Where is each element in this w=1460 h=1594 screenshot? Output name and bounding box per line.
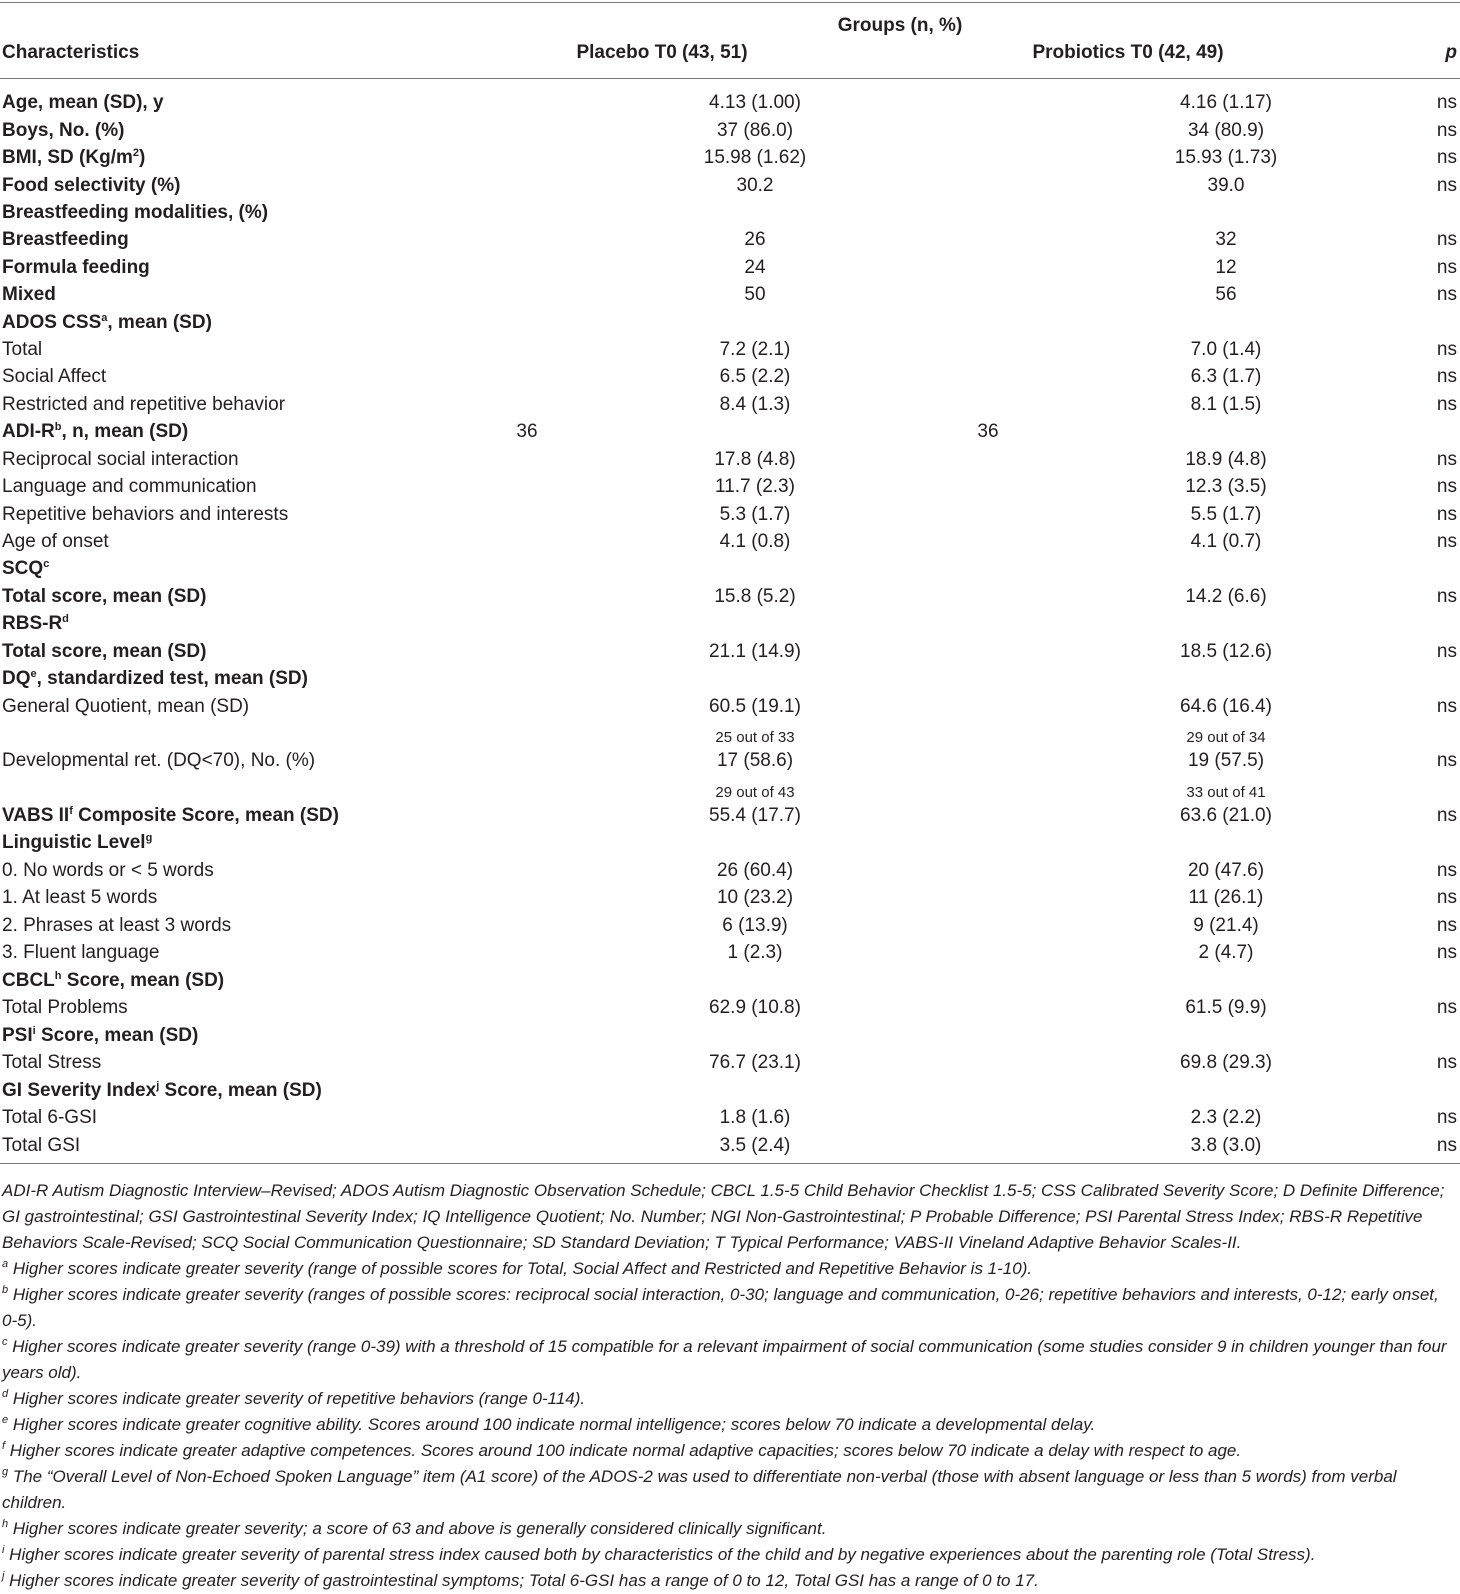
p-value: ns — [1436, 504, 1457, 525]
placebo-value: 17 (58.6) — [716, 750, 794, 771]
row-label: Food selectivity (%) — [2, 175, 181, 196]
footnote-d: $^d$ Higher scores indicate greater severity of repetitive behaviors (range 0-114). — [2, 1388, 586, 1408]
table-bottom-rule — [0, 1163, 1460, 1164]
p-value: ns — [1436, 887, 1457, 908]
row-label: SCQ$^c$ — [2, 558, 50, 579]
placebo-value: 26 — [744, 229, 766, 250]
p-value: ns — [1436, 175, 1457, 196]
probiotics-value: 61.5 (9.9) — [1185, 997, 1267, 1018]
row-label: Total GSI — [2, 1135, 81, 1156]
footnote-marker: e — [30, 668, 37, 680]
row-label: Total — [2, 339, 43, 360]
row-label: Total score, mean (SD) — [2, 586, 207, 607]
placebo-value: 50 — [744, 284, 766, 305]
probiotics-value: 64.6 (16.4) — [1180, 696, 1272, 717]
footnote-marker: d — [2, 1388, 9, 1400]
p-value: ns — [1436, 750, 1457, 771]
footnote-marker: g — [145, 832, 153, 844]
footnote-j: $^j$ Higher scores indicate greater severity of gastrointestinal symptoms; Total 6-GSI has a range of 0 to 12, Total GSI has a range of 0 to 17. — [2, 1570, 1039, 1590]
footnote-h: $^h$ Higher scores indicate greater severity; a score of 63 and above is generally considered clinically significant. — [2, 1518, 827, 1538]
row-label: Mixed — [2, 284, 56, 305]
placebo-value: 15.98 (1.62) — [703, 147, 807, 168]
probiotics-value: 63.6 (21.0) — [1180, 805, 1272, 826]
probiotics-value: 15.93 (1.73) — [1174, 147, 1278, 168]
p-value: ns — [1436, 229, 1457, 250]
placebo-value: 29 out of 43 — [715, 784, 795, 801]
row-label: BMI, SD $(Kg/m^2)$ — [2, 147, 146, 168]
p-value: ns — [1436, 860, 1457, 881]
p-value: ns — [1436, 696, 1457, 717]
probiotics-value: 69.8 (29.3) — [1180, 1052, 1272, 1073]
probiotics-value: 32 — [1215, 229, 1237, 250]
footnote-marker: i — [32, 1025, 36, 1037]
row-label: Formula feeding — [2, 257, 150, 278]
footnote-e: $^e$ Higher scores indicate greater cognitive ability. Scores around 100 indicate normal intelligence; scores below 70 indicate a developmental delay. — [2, 1414, 1096, 1434]
placebo-value: 7.2 (2.1) — [719, 339, 791, 360]
placebo-value: 8.4 (1.3) — [719, 394, 791, 415]
probiotics-value: 12.3 (3.5) — [1185, 476, 1267, 497]
placebo-value: 11.7 (2.3) — [715, 476, 795, 497]
footnote-i: $^i$ Higher scores indicate greater severity of parental stress index caused both by characteristics of the child and by negative experiences about the parenting role (Total Stress). — [2, 1544, 1316, 1564]
row-label: Repetitive behaviors and interests — [2, 504, 289, 525]
footnote-marker: a — [101, 312, 108, 324]
probiotics-value: 14.2 (6.6) — [1185, 586, 1267, 607]
col-header-placebo: Placebo T0 (43, 51) — [576, 42, 748, 63]
probiotics-value: 4.1 (0.7) — [1190, 531, 1262, 552]
placebo-value: 4.1 (0.8) — [719, 531, 791, 552]
col-header-probiotics: Probiotics T0 (42, 49) — [1032, 42, 1224, 63]
footnote-marker: b — [54, 421, 62, 433]
placebo-value: 24 — [744, 257, 766, 278]
footnote-marker: i — [2, 1544, 5, 1556]
row-label: Restricted and repetitive behavior — [2, 394, 286, 415]
footnote-marker: c — [43, 558, 50, 570]
p-value: ns — [1436, 531, 1457, 552]
row-label: Age of onset — [2, 531, 109, 552]
footnote-marker: f — [2, 1440, 6, 1452]
placebo-n-value: 36 — [516, 421, 538, 442]
placebo-value: 6 (13.9) — [722, 915, 788, 936]
row-label: Total Stress — [2, 1052, 102, 1073]
row-label: VABS $II^f$ Composite Score, mean (SD) — [2, 805, 339, 826]
probiotics-value: 34 (80.9) — [1187, 120, 1265, 141]
footnote-marker: j — [156, 1080, 160, 1092]
group-header: Groups (n, %) — [837, 15, 963, 36]
p-value: ns — [1436, 805, 1457, 826]
placebo-value: 1 (2.3) — [727, 942, 783, 963]
row-label: $DQ^e$, standardized test, mean (SD) — [2, 668, 308, 689]
placebo-value: 4.13 (1.00) — [709, 92, 801, 113]
probiotics-value: 20 (47.6) — [1187, 860, 1265, 881]
abbreviations-note: ADI-R Autism Diagnostic Interview–Revised; ADOS Autism Diagnostic Observation Schedule; CBCL 1.5-5 Child Behavior Checklist 1.5-5; CSS Calibrated Severity Score; D Definite Difference; GI gastrointestinal; GSI Gastrointestinal Severity Index; IQ Intelligence Quotient; No. Number; NGI Non-Gastrointestinal; P Probable Difference; PSI Parental Stress Index; RBS-R Repetitive Behaviors Scale-Revised; SCQ Social Communication Questionnaire; SD Standard Deviation; T Typical Performance; VABS-II Vineland Adaptive Behavior Scales-II. — [2, 1181, 1445, 1252]
row-label: Boys, No. (%) — [2, 120, 125, 141]
probiotics-value: 33 out of 41 — [1186, 784, 1266, 801]
p-value: ns — [1436, 366, 1457, 387]
p-value: ns — [1436, 476, 1457, 497]
row-label: Breastfeeding modalities, (%) — [2, 202, 269, 223]
table-footnotes — [2, 1178, 1458, 1594]
footnote-g: $^g$ The “Overall Level of Non-Echoed Spoken Language” item (A1 score) of the ADOS-2 was used to differentiate non-verbal (those with absent language or less than 5 words) from verbal children. — [2, 1466, 1397, 1512]
probiotics-value: 12 — [1215, 257, 1237, 278]
col-header-characteristics: Characteristics — [2, 42, 140, 63]
header-rule — [0, 78, 1460, 79]
row-label: Language and communication — [2, 476, 257, 497]
probiotics-value: 56 — [1215, 284, 1237, 305]
p-value: ns — [1436, 1107, 1457, 1128]
placebo-value: 76.7 (23.1) — [709, 1052, 801, 1073]
placebo-value: 1.8 (1.6) — [719, 1107, 791, 1128]
p-value: ns — [1436, 586, 1457, 607]
p-value: ns — [1436, 257, 1457, 278]
p-value: ns — [1436, 641, 1457, 662]
row-label: Social Affect — [2, 366, 107, 387]
probiotics-value: 29 out of 34 — [1186, 729, 1266, 746]
placebo-value: 15.8 (5.2) — [714, 586, 796, 607]
row-label: Reciprocal social interaction — [2, 449, 239, 470]
footnote-marker: j — [2, 1570, 5, 1582]
probiotics-value: 8.1 (1.5) — [1190, 394, 1262, 415]
probiotics-value: 2.3 (2.2) — [1190, 1107, 1262, 1128]
row-label: CBCL$^h$ Score, mean (SD) — [2, 970, 225, 991]
placebo-value: 26 (60.4) — [716, 860, 794, 881]
row-label: 3. Fluent language — [2, 942, 160, 963]
row-label: ADI-$R^b$, n, mean (SD) — [2, 421, 189, 442]
footnote-marker: g — [2, 1466, 9, 1478]
p-value: ns — [1436, 449, 1457, 470]
p-value: ns — [1436, 997, 1457, 1018]
placebo-value: 21.1 (14.9) — [709, 641, 801, 662]
placebo-value: 10 (23.2) — [716, 887, 794, 908]
probiotics-n-value: 36 — [977, 421, 999, 442]
row-label: RBS-$R^d$ — [2, 613, 69, 634]
p-value: ns — [1436, 394, 1457, 415]
p-value: ns — [1436, 339, 1457, 360]
probiotics-value: 4.16 (1.17) — [1180, 92, 1272, 113]
footnote-marker: f — [69, 805, 73, 817]
probiotics-value: 7.0 (1.4) — [1190, 339, 1262, 360]
placebo-value: 37 (86.0) — [716, 120, 794, 141]
probiotics-value: 19 (57.5) — [1187, 750, 1265, 771]
probiotics-value: 6.3 (1.7) — [1190, 366, 1262, 387]
row-label: 0. No words or < 5 words — [2, 860, 214, 881]
p-value: ns — [1436, 120, 1457, 141]
row-label: Total 6-GSI — [2, 1107, 98, 1128]
placebo-value: 25 out of 33 — [715, 729, 795, 746]
probiotics-value: 9 (21.4) — [1193, 915, 1259, 936]
p-value: ns — [1436, 1135, 1457, 1156]
footnote-marker: 2 — [132, 147, 140, 159]
footnote-c: $^c$ Higher scores indicate greater severity (range 0-39) with a threshold of 15 compatible for a relevant impairment of social communication (some studies consider 9 in children younger than four years old). — [2, 1336, 1447, 1382]
row-label: Developmental ret. (DQ<70), No. (%) — [2, 750, 316, 771]
placebo-value: 62.9 (10.8) — [709, 997, 801, 1018]
p-value: ns — [1436, 92, 1457, 113]
placebo-value: 17.8 (4.8) — [714, 449, 796, 470]
footnote-marker: e — [2, 1414, 9, 1426]
row-label: PSI$^i$ Score, mean (SD) — [2, 1025, 199, 1046]
row-label: ADOS CSS$^a$, mean (SD) — [2, 312, 212, 333]
footnote-marker: c — [2, 1336, 8, 1348]
p-value: ns — [1436, 147, 1457, 168]
footnote-b: $^b$ Higher scores indicate greater severity (ranges of possible scores: reciprocal social interaction, 0-30; language and communication, 0-26; repetitive behaviors and interests, 0-12; early onset, 0-5). — [2, 1284, 1439, 1330]
col-header-p: p — [1445, 42, 1457, 63]
probiotics-value: 18.5 (12.6) — [1180, 641, 1272, 662]
footnote-marker: d — [62, 613, 69, 625]
placebo-value: 5.3 (1.7) — [719, 504, 791, 525]
placebo-value: 30.2 — [736, 175, 774, 196]
row-label: 1. At least 5 words — [2, 887, 158, 908]
p-value: ns — [1436, 284, 1457, 305]
row-label: Total Problems — [2, 997, 128, 1018]
placebo-value: 3.5 (2.4) — [719, 1135, 791, 1156]
p-value: ns — [1436, 915, 1457, 936]
probiotics-value: 11 (26.1) — [1188, 887, 1264, 908]
footnote-marker: b — [2, 1284, 9, 1296]
footnote-marker: h — [2, 1518, 9, 1530]
placebo-value: 60.5 (19.1) — [709, 696, 801, 717]
row-label: 2. Phrases at least 3 words — [2, 915, 232, 936]
probiotics-value: 39.0 — [1207, 175, 1245, 196]
probiotics-value: 5.5 (1.7) — [1190, 504, 1262, 525]
footnote-marker: a — [2, 1258, 9, 1270]
probiotics-value: 18.9 (4.8) — [1185, 449, 1267, 470]
p-value: ns — [1436, 1052, 1457, 1073]
row-label: Age, mean (SD), y — [2, 92, 164, 113]
table-top-rule — [0, 2, 1460, 3]
probiotics-value: 2 (4.7) — [1198, 942, 1254, 963]
row-label: Total score, mean (SD) — [2, 641, 207, 662]
row-label: General Quotient, mean (SD) — [2, 696, 250, 717]
probiotics-value: 3.8 (3.0) — [1190, 1135, 1262, 1156]
footnote-a: $^a$ Higher scores indicate greater severity (range of possible scores for Total, Social Affect and Restricted and Repetitive Behavior is 1-10). — [2, 1258, 1033, 1278]
footnote-marker: h — [54, 970, 62, 982]
row-label: Linguistic Level$^g$ — [2, 832, 153, 853]
placebo-value: 55.4 (17.7) — [709, 805, 801, 826]
row-label: GI Severity Index$^j$ Score, mean (SD) — [2, 1080, 322, 1101]
p-value: ns — [1436, 942, 1457, 963]
row-label: Breastfeeding — [2, 229, 129, 250]
placebo-value: 6.5 (2.2) — [719, 366, 791, 387]
footnote-f: $^f$ Higher scores indicate greater adaptive competences. Scores around 100 indicate normal adaptive capacities; scores below 70 indicate a delay with respect to age. — [2, 1440, 1242, 1460]
